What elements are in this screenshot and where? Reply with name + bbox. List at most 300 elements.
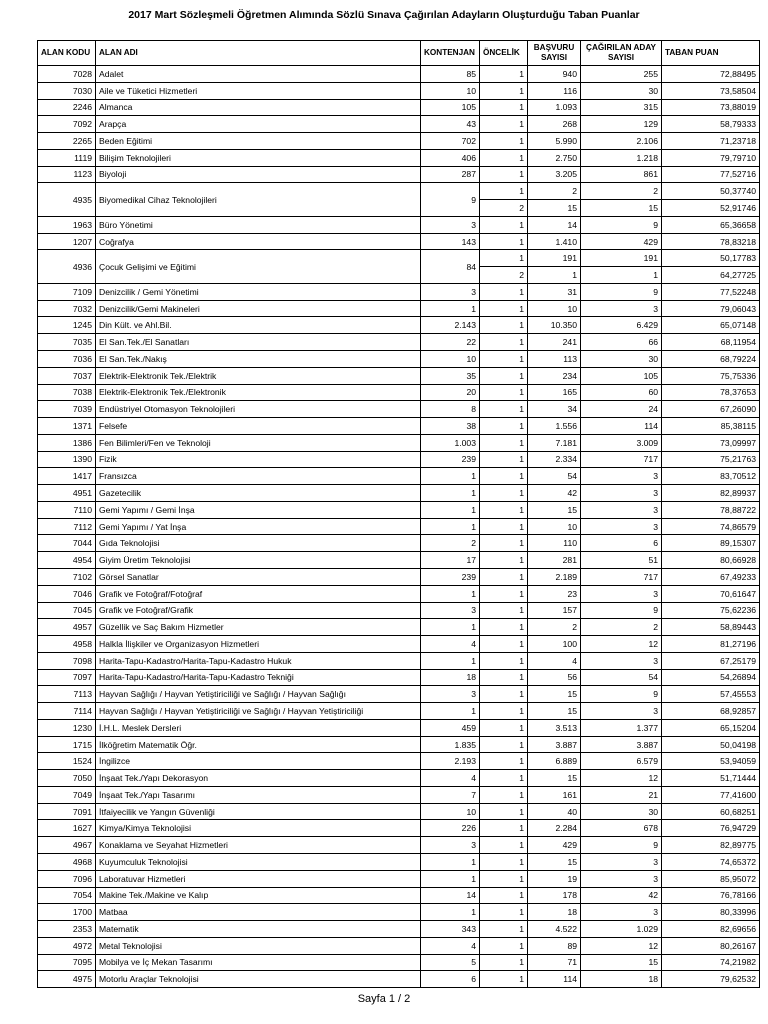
cell-taban-puan: 71,23718 bbox=[662, 133, 760, 150]
cell-cagirilan-aday-sayisi: 30 bbox=[581, 351, 662, 368]
cell-cagirilan-aday-sayisi: 3 bbox=[581, 501, 662, 518]
table-row bbox=[38, 904, 760, 921]
cell-alan-adi: Metal Teknolojisi bbox=[96, 937, 421, 954]
cell-alan-kodu: 1230 bbox=[38, 719, 96, 736]
cell-taban-puan: 77,52248 bbox=[662, 283, 760, 300]
cell-oncelik: 1 bbox=[480, 719, 528, 736]
cell-alan-kodu: 7039 bbox=[38, 401, 96, 418]
table-row bbox=[38, 300, 760, 317]
cell-taban-puan: 76,78166 bbox=[662, 887, 760, 904]
cell-cagirilan-aday-sayisi: 3 bbox=[581, 703, 662, 720]
cell-alan-kodu: 1123 bbox=[38, 166, 96, 183]
cell-cagirilan-aday-sayisi: 12 bbox=[581, 937, 662, 954]
cell-cagirilan-aday-sayisi: 30 bbox=[581, 82, 662, 99]
cell-alan-kodu: 1524 bbox=[38, 753, 96, 770]
cell-taban-puan: 74,86579 bbox=[662, 518, 760, 535]
cell-oncelik: 1 bbox=[480, 736, 528, 753]
cell-alan-adi: Elektrik-Elektronik Tek./Elektronik bbox=[96, 384, 421, 401]
cell-taban-puan: 78,37653 bbox=[662, 384, 760, 401]
cell-basvuru-sayisi: 3.205 bbox=[528, 166, 581, 183]
cell-alan-kodu: 1627 bbox=[38, 820, 96, 837]
cell-cagirilan-aday-sayisi: 861 bbox=[581, 166, 662, 183]
cell-oncelik: 1 bbox=[480, 602, 528, 619]
cell-basvuru-sayisi: 56 bbox=[528, 669, 581, 686]
cell-basvuru-sayisi: 940 bbox=[528, 66, 581, 83]
cell-oncelik: 1 bbox=[480, 954, 528, 971]
cell-alan-kodu: 7036 bbox=[38, 351, 96, 368]
table-row bbox=[38, 602, 760, 619]
cell-alan-kodu: 7049 bbox=[38, 786, 96, 803]
cell-kontenjan: 2.143 bbox=[421, 317, 480, 334]
cell-alan-kodu: 7097 bbox=[38, 669, 96, 686]
cell-basvuru-sayisi: 10 bbox=[528, 300, 581, 317]
table-row bbox=[38, 451, 760, 468]
table-row bbox=[38, 485, 760, 502]
table-row bbox=[38, 770, 760, 787]
cell-kontenjan: 239 bbox=[421, 451, 480, 468]
cell-taban-puan: 50,37740 bbox=[662, 183, 760, 200]
cell-cagirilan-aday-sayisi: 9 bbox=[581, 602, 662, 619]
cell-taban-puan: 70,61647 bbox=[662, 585, 760, 602]
cell-alan-adi: Elektrik-Elektronik Tek./Elektrik bbox=[96, 367, 421, 384]
cell-alan-kodu: 4975 bbox=[38, 971, 96, 988]
table-row bbox=[38, 133, 760, 150]
table-row bbox=[38, 367, 760, 384]
cell-oncelik: 1 bbox=[480, 552, 528, 569]
cell-alan-kodu: 1119 bbox=[38, 149, 96, 166]
cell-basvuru-sayisi: 23 bbox=[528, 585, 581, 602]
cell-kontenjan: 7 bbox=[421, 786, 480, 803]
cell-alan-adi: Arapça bbox=[96, 116, 421, 133]
cell-cagirilan-aday-sayisi: 255 bbox=[581, 66, 662, 83]
table-row bbox=[38, 468, 760, 485]
cell-alan-kodu: 4957 bbox=[38, 619, 96, 636]
cell-cagirilan-aday-sayisi: 3 bbox=[581, 485, 662, 502]
cell-taban-puan: 85,38115 bbox=[662, 418, 760, 435]
table-row bbox=[38, 954, 760, 971]
cell-basvuru-sayisi: 113 bbox=[528, 351, 581, 368]
table-row bbox=[38, 786, 760, 803]
cell-oncelik: 1 bbox=[480, 283, 528, 300]
cell-alan-kodu: 1371 bbox=[38, 418, 96, 435]
table-row bbox=[38, 66, 760, 83]
cell-alan-kodu: 2265 bbox=[38, 133, 96, 150]
table-row bbox=[38, 183, 760, 200]
cell-alan-kodu: 7102 bbox=[38, 568, 96, 585]
cell-oncelik: 2 bbox=[480, 267, 528, 284]
cell-kontenjan: 84 bbox=[421, 250, 480, 284]
cell-cagirilan-aday-sayisi: 1 bbox=[581, 267, 662, 284]
table-body bbox=[38, 66, 760, 988]
cell-oncelik: 1 bbox=[480, 233, 528, 250]
cell-kontenjan: 8 bbox=[421, 401, 480, 418]
cell-cagirilan-aday-sayisi: 3 bbox=[581, 904, 662, 921]
cell-oncelik: 1 bbox=[480, 334, 528, 351]
cell-basvuru-sayisi: 2.284 bbox=[528, 820, 581, 837]
cell-basvuru-sayisi: 429 bbox=[528, 837, 581, 854]
cell-taban-puan: 75,75336 bbox=[662, 367, 760, 384]
cell-alan-adi: İngilizce bbox=[96, 753, 421, 770]
cell-kontenjan: 4 bbox=[421, 636, 480, 653]
cell-taban-puan: 68,92857 bbox=[662, 703, 760, 720]
cell-alan-adi: Çocuk Gelişimi ve Eğitimi bbox=[96, 250, 421, 284]
cell-alan-kodu: 7109 bbox=[38, 283, 96, 300]
cell-oncelik: 1 bbox=[480, 183, 528, 200]
cell-kontenjan: 5 bbox=[421, 954, 480, 971]
cell-oncelik: 1 bbox=[480, 501, 528, 518]
cell-taban-puan: 50,17783 bbox=[662, 250, 760, 267]
table-row bbox=[38, 535, 760, 552]
table-header bbox=[38, 41, 760, 66]
cell-kontenjan: 9 bbox=[421, 183, 480, 217]
cell-alan-adi: Aile ve Tüketici Hizmetleri bbox=[96, 82, 421, 99]
cell-taban-puan: 74,65372 bbox=[662, 853, 760, 870]
cell-cagirilan-aday-sayisi: 6.429 bbox=[581, 317, 662, 334]
table-row bbox=[38, 501, 760, 518]
cell-basvuru-sayisi: 161 bbox=[528, 786, 581, 803]
cell-taban-puan: 74,21982 bbox=[662, 954, 760, 971]
cell-alan-kodu: 7037 bbox=[38, 367, 96, 384]
cell-alan-adi: Almanca bbox=[96, 99, 421, 116]
cell-alan-kodu: 4951 bbox=[38, 485, 96, 502]
cell-cagirilan-aday-sayisi: 60 bbox=[581, 384, 662, 401]
cell-alan-adi: Kimya/Kimya Teknolojisi bbox=[96, 820, 421, 837]
cell-taban-puan: 82,69656 bbox=[662, 921, 760, 938]
cell-basvuru-sayisi: 2 bbox=[528, 183, 581, 200]
cell-taban-puan: 75,62236 bbox=[662, 602, 760, 619]
cell-cagirilan-aday-sayisi: 66 bbox=[581, 334, 662, 351]
cell-kontenjan: 10 bbox=[421, 351, 480, 368]
cell-alan-adi: Laboratuvar Hizmetleri bbox=[96, 870, 421, 887]
cell-basvuru-sayisi: 281 bbox=[528, 552, 581, 569]
cell-cagirilan-aday-sayisi: 6.579 bbox=[581, 753, 662, 770]
cell-basvuru-sayisi: 234 bbox=[528, 367, 581, 384]
cell-basvuru-sayisi: 2.189 bbox=[528, 568, 581, 585]
cell-oncelik: 1 bbox=[480, 518, 528, 535]
cell-oncelik: 1 bbox=[480, 753, 528, 770]
cell-alan-adi: Konaklama ve Seyahat Hizmetleri bbox=[96, 837, 421, 854]
cell-taban-puan: 82,89775 bbox=[662, 837, 760, 854]
cell-alan-kodu: 7050 bbox=[38, 770, 96, 787]
cell-alan-adi: Denizcilik/Gemi Makineleri bbox=[96, 300, 421, 317]
cell-cagirilan-aday-sayisi: 1.218 bbox=[581, 149, 662, 166]
cell-alan-kodu: 4936 bbox=[38, 250, 96, 284]
cell-taban-puan: 77,41600 bbox=[662, 786, 760, 803]
cell-basvuru-sayisi: 157 bbox=[528, 602, 581, 619]
cell-basvuru-sayisi: 14 bbox=[528, 216, 581, 233]
cell-oncelik: 1 bbox=[480, 401, 528, 418]
table-row bbox=[38, 636, 760, 653]
cell-alan-adi: Fen Bilimleri/Fen ve Teknoloji bbox=[96, 434, 421, 451]
cell-alan-adi: İlköğretim Matematik Öğr. bbox=[96, 736, 421, 753]
table-row bbox=[38, 703, 760, 720]
cell-oncelik: 2 bbox=[480, 200, 528, 217]
cell-alan-kodu: 7046 bbox=[38, 585, 96, 602]
cell-basvuru-sayisi: 10.350 bbox=[528, 317, 581, 334]
cell-alan-kodu: 2353 bbox=[38, 921, 96, 938]
cell-basvuru-sayisi: 1.093 bbox=[528, 99, 581, 116]
cell-cagirilan-aday-sayisi: 114 bbox=[581, 418, 662, 435]
cell-basvuru-sayisi: 5.990 bbox=[528, 133, 581, 150]
cell-cagirilan-aday-sayisi: 3.887 bbox=[581, 736, 662, 753]
cell-taban-puan: 67,25179 bbox=[662, 652, 760, 669]
cell-taban-puan: 50,04198 bbox=[662, 736, 760, 753]
cell-oncelik: 1 bbox=[480, 300, 528, 317]
cell-cagirilan-aday-sayisi: 191 bbox=[581, 250, 662, 267]
cell-alan-kodu: 7098 bbox=[38, 652, 96, 669]
header-basvuru-sayisi: BAŞVURU SAYISI bbox=[528, 41, 581, 66]
cell-cagirilan-aday-sayisi: 1.377 bbox=[581, 719, 662, 736]
table-row bbox=[38, 719, 760, 736]
cell-oncelik: 1 bbox=[480, 904, 528, 921]
cell-cagirilan-aday-sayisi: 2.106 bbox=[581, 133, 662, 150]
cell-basvuru-sayisi: 2 bbox=[528, 619, 581, 636]
cell-taban-puan: 53,94059 bbox=[662, 753, 760, 770]
cell-kontenjan: 105 bbox=[421, 99, 480, 116]
cell-taban-puan: 58,79333 bbox=[662, 116, 760, 133]
table-row bbox=[38, 837, 760, 854]
table-row bbox=[38, 753, 760, 770]
cell-alan-adi: Gemi Yapımı / Gemi İnşa bbox=[96, 501, 421, 518]
cell-alan-kodu: 4954 bbox=[38, 552, 96, 569]
header-oncelik: ÖNCELİK bbox=[480, 41, 528, 66]
cell-kontenjan: 1 bbox=[421, 870, 480, 887]
cell-taban-puan: 73,58504 bbox=[662, 82, 760, 99]
cell-basvuru-sayisi: 165 bbox=[528, 384, 581, 401]
cell-taban-puan: 65,07148 bbox=[662, 317, 760, 334]
cell-basvuru-sayisi: 7.181 bbox=[528, 434, 581, 451]
cell-alan-adi: İ.H.L. Meslek Dersleri bbox=[96, 719, 421, 736]
table-row bbox=[38, 216, 760, 233]
cell-basvuru-sayisi: 71 bbox=[528, 954, 581, 971]
cell-oncelik: 1 bbox=[480, 636, 528, 653]
cell-oncelik: 1 bbox=[480, 870, 528, 887]
cell-taban-puan: 80,33996 bbox=[662, 904, 760, 921]
page-title: 2017 Mart Sözleşmeli Öğretmen Alımında Sözlü Sınava Çağırılan Adayların Oluşturduğu Taban Puanlar bbox=[128, 9, 640, 21]
cell-cagirilan-aday-sayisi: 21 bbox=[581, 786, 662, 803]
cell-taban-puan: 51,71444 bbox=[662, 770, 760, 787]
table-row bbox=[38, 568, 760, 585]
cell-basvuru-sayisi: 4.522 bbox=[528, 921, 581, 938]
cell-alan-kodu: 4968 bbox=[38, 853, 96, 870]
cell-alan-adi: Mobilya ve İç Mekan Tasarımı bbox=[96, 954, 421, 971]
cell-basvuru-sayisi: 110 bbox=[528, 535, 581, 552]
cell-taban-puan: 80,26167 bbox=[662, 937, 760, 954]
table-row bbox=[38, 149, 760, 166]
cell-cagirilan-aday-sayisi: 15 bbox=[581, 954, 662, 971]
cell-kontenjan: 10 bbox=[421, 82, 480, 99]
cell-basvuru-sayisi: 1.410 bbox=[528, 233, 581, 250]
table-row bbox=[38, 652, 760, 669]
cell-kontenjan: 343 bbox=[421, 921, 480, 938]
cell-cagirilan-aday-sayisi: 3 bbox=[581, 518, 662, 535]
cell-taban-puan: 65,15204 bbox=[662, 719, 760, 736]
cell-cagirilan-aday-sayisi: 42 bbox=[581, 887, 662, 904]
cell-kontenjan: 1 bbox=[421, 619, 480, 636]
cell-kontenjan: 3 bbox=[421, 837, 480, 854]
cell-alan-adi: Matematik bbox=[96, 921, 421, 938]
cell-cagirilan-aday-sayisi: 678 bbox=[581, 820, 662, 837]
cell-kontenjan: 459 bbox=[421, 719, 480, 736]
cell-basvuru-sayisi: 2.334 bbox=[528, 451, 581, 468]
cell-alan-kodu: 4958 bbox=[38, 636, 96, 653]
cell-oncelik: 1 bbox=[480, 585, 528, 602]
cell-oncelik: 1 bbox=[480, 166, 528, 183]
cell-oncelik: 1 bbox=[480, 250, 528, 267]
cell-oncelik: 1 bbox=[480, 971, 528, 988]
table-row bbox=[38, 116, 760, 133]
cell-oncelik: 1 bbox=[480, 133, 528, 150]
table-row bbox=[38, 853, 760, 870]
cell-taban-puan: 78,88722 bbox=[662, 501, 760, 518]
cell-oncelik: 1 bbox=[480, 351, 528, 368]
cell-taban-puan: 78,83218 bbox=[662, 233, 760, 250]
cell-alan-adi: Denizcilik / Gemi Yönetimi bbox=[96, 283, 421, 300]
cell-kontenjan: 18 bbox=[421, 669, 480, 686]
cell-kontenjan: 10 bbox=[421, 803, 480, 820]
cell-kontenjan: 1 bbox=[421, 485, 480, 502]
cell-taban-puan: 85,95072 bbox=[662, 870, 760, 887]
scores-table bbox=[37, 40, 760, 988]
cell-alan-kodu: 2246 bbox=[38, 99, 96, 116]
cell-basvuru-sayisi: 3.887 bbox=[528, 736, 581, 753]
cell-cagirilan-aday-sayisi: 2 bbox=[581, 183, 662, 200]
cell-kontenjan: 2.193 bbox=[421, 753, 480, 770]
cell-kontenjan: 1 bbox=[421, 585, 480, 602]
cell-alan-adi: İnşaat Tek./Yapı Tasarımı bbox=[96, 786, 421, 803]
cell-basvuru-sayisi: 3.513 bbox=[528, 719, 581, 736]
cell-basvuru-sayisi: 15 bbox=[528, 501, 581, 518]
cell-basvuru-sayisi: 6.889 bbox=[528, 753, 581, 770]
cell-basvuru-sayisi: 15 bbox=[528, 853, 581, 870]
cell-alan-adi: El San.Tek./Nakış bbox=[96, 351, 421, 368]
cell-kontenjan: 287 bbox=[421, 166, 480, 183]
cell-alan-kodu: 7114 bbox=[38, 703, 96, 720]
cell-oncelik: 1 bbox=[480, 485, 528, 502]
table-row bbox=[38, 820, 760, 837]
cell-taban-puan: 89,15307 bbox=[662, 535, 760, 552]
cell-cagirilan-aday-sayisi: 3.009 bbox=[581, 434, 662, 451]
cell-alan-kodu: 7035 bbox=[38, 334, 96, 351]
cell-taban-puan: 60,68251 bbox=[662, 803, 760, 820]
cell-oncelik: 1 bbox=[480, 568, 528, 585]
cell-cagirilan-aday-sayisi: 18 bbox=[581, 971, 662, 988]
cell-oncelik: 1 bbox=[480, 937, 528, 954]
cell-alan-adi: Kuyumculuk Teknolojisi bbox=[96, 853, 421, 870]
cell-alan-adi: Gemi Yapımı / Yat İnşa bbox=[96, 518, 421, 535]
cell-oncelik: 1 bbox=[480, 451, 528, 468]
cell-alan-kodu: 1715 bbox=[38, 736, 96, 753]
cell-alan-adi: Harita-Tapu-Kadastro/Harita-Tapu-Kadastro Hukuk bbox=[96, 652, 421, 669]
table-row bbox=[38, 552, 760, 569]
cell-kontenjan: 143 bbox=[421, 233, 480, 250]
cell-cagirilan-aday-sayisi: 717 bbox=[581, 568, 662, 585]
cell-basvuru-sayisi: 31 bbox=[528, 283, 581, 300]
cell-taban-puan: 79,79710 bbox=[662, 149, 760, 166]
header-cagirilan-aday-sayisi: ÇAĞIRILAN ADAY SAYISI bbox=[581, 41, 662, 66]
cell-taban-puan: 81,27196 bbox=[662, 636, 760, 653]
cell-oncelik: 1 bbox=[480, 99, 528, 116]
cell-kontenjan: 43 bbox=[421, 116, 480, 133]
header-kontenjan: KONTENJAN bbox=[421, 41, 480, 66]
cell-cagirilan-aday-sayisi: 3 bbox=[581, 468, 662, 485]
cell-alan-adi: Felsefe bbox=[96, 418, 421, 435]
cell-kontenjan: 6 bbox=[421, 971, 480, 988]
cell-alan-adi: Görsel Sanatlar bbox=[96, 568, 421, 585]
cell-kontenjan: 17 bbox=[421, 552, 480, 569]
cell-cagirilan-aday-sayisi: 51 bbox=[581, 552, 662, 569]
cell-kontenjan: 3 bbox=[421, 686, 480, 703]
cell-taban-puan: 68,11954 bbox=[662, 334, 760, 351]
cell-basvuru-sayisi: 268 bbox=[528, 116, 581, 133]
cell-kontenjan: 702 bbox=[421, 133, 480, 150]
cell-alan-adi: Büro Yönetimi bbox=[96, 216, 421, 233]
cell-alan-adi: Gazetecilik bbox=[96, 485, 421, 502]
cell-alan-adi: İtfaiyecilik ve Yangın Güvenliği bbox=[96, 803, 421, 820]
cell-oncelik: 1 bbox=[480, 803, 528, 820]
cell-alan-adi: Makine Tek./Makine ve Kalıp bbox=[96, 887, 421, 904]
cell-oncelik: 1 bbox=[480, 367, 528, 384]
cell-alan-adi: Halkla İlişkiler ve Organizasyon Hizmetleri bbox=[96, 636, 421, 653]
cell-kontenjan: 22 bbox=[421, 334, 480, 351]
cell-taban-puan: 75,21763 bbox=[662, 451, 760, 468]
cell-oncelik: 1 bbox=[480, 786, 528, 803]
page-footer: Sayfa 1 / 2 bbox=[357, 993, 411, 1005]
cell-oncelik: 1 bbox=[480, 468, 528, 485]
table-row bbox=[38, 384, 760, 401]
cell-cagirilan-aday-sayisi: 3 bbox=[581, 853, 662, 870]
table-row bbox=[38, 283, 760, 300]
cell-oncelik: 1 bbox=[480, 921, 528, 938]
cell-kontenjan: 20 bbox=[421, 384, 480, 401]
cell-oncelik: 1 bbox=[480, 434, 528, 451]
cell-kontenjan: 1 bbox=[421, 904, 480, 921]
cell-basvuru-sayisi: 241 bbox=[528, 334, 581, 351]
table-row bbox=[38, 250, 760, 267]
cell-alan-adi: Gıda Teknolojisi bbox=[96, 535, 421, 552]
table-row bbox=[38, 434, 760, 451]
table-row bbox=[38, 233, 760, 250]
cell-oncelik: 1 bbox=[480, 317, 528, 334]
table-row bbox=[38, 585, 760, 602]
cell-kontenjan: 85 bbox=[421, 66, 480, 83]
cell-alan-kodu: 7038 bbox=[38, 384, 96, 401]
cell-alan-kodu: 1417 bbox=[38, 468, 96, 485]
cell-cagirilan-aday-sayisi: 129 bbox=[581, 116, 662, 133]
cell-kontenjan: 226 bbox=[421, 820, 480, 837]
cell-oncelik: 1 bbox=[480, 703, 528, 720]
cell-oncelik: 1 bbox=[480, 418, 528, 435]
cell-alan-adi: Grafik ve Fotoğraf/Grafik bbox=[96, 602, 421, 619]
cell-taban-puan: 65,36658 bbox=[662, 216, 760, 233]
cell-cagirilan-aday-sayisi: 12 bbox=[581, 770, 662, 787]
cell-basvuru-sayisi: 191 bbox=[528, 250, 581, 267]
cell-cagirilan-aday-sayisi: 9 bbox=[581, 216, 662, 233]
cell-oncelik: 1 bbox=[480, 652, 528, 669]
cell-alan-adi: Güzellik ve Saç Bakım Hizmetler bbox=[96, 619, 421, 636]
cell-alan-kodu: 1963 bbox=[38, 216, 96, 233]
cell-oncelik: 1 bbox=[480, 82, 528, 99]
cell-cagirilan-aday-sayisi: 315 bbox=[581, 99, 662, 116]
cell-cagirilan-aday-sayisi: 12 bbox=[581, 636, 662, 653]
cell-alan-adi: Biyoloji bbox=[96, 166, 421, 183]
cell-alan-kodu: 7045 bbox=[38, 602, 96, 619]
cell-alan-kodu: 7096 bbox=[38, 870, 96, 887]
table-row bbox=[38, 351, 760, 368]
cell-alan-kodu: 1207 bbox=[38, 233, 96, 250]
cell-cagirilan-aday-sayisi: 2 bbox=[581, 619, 662, 636]
cell-oncelik: 1 bbox=[480, 66, 528, 83]
